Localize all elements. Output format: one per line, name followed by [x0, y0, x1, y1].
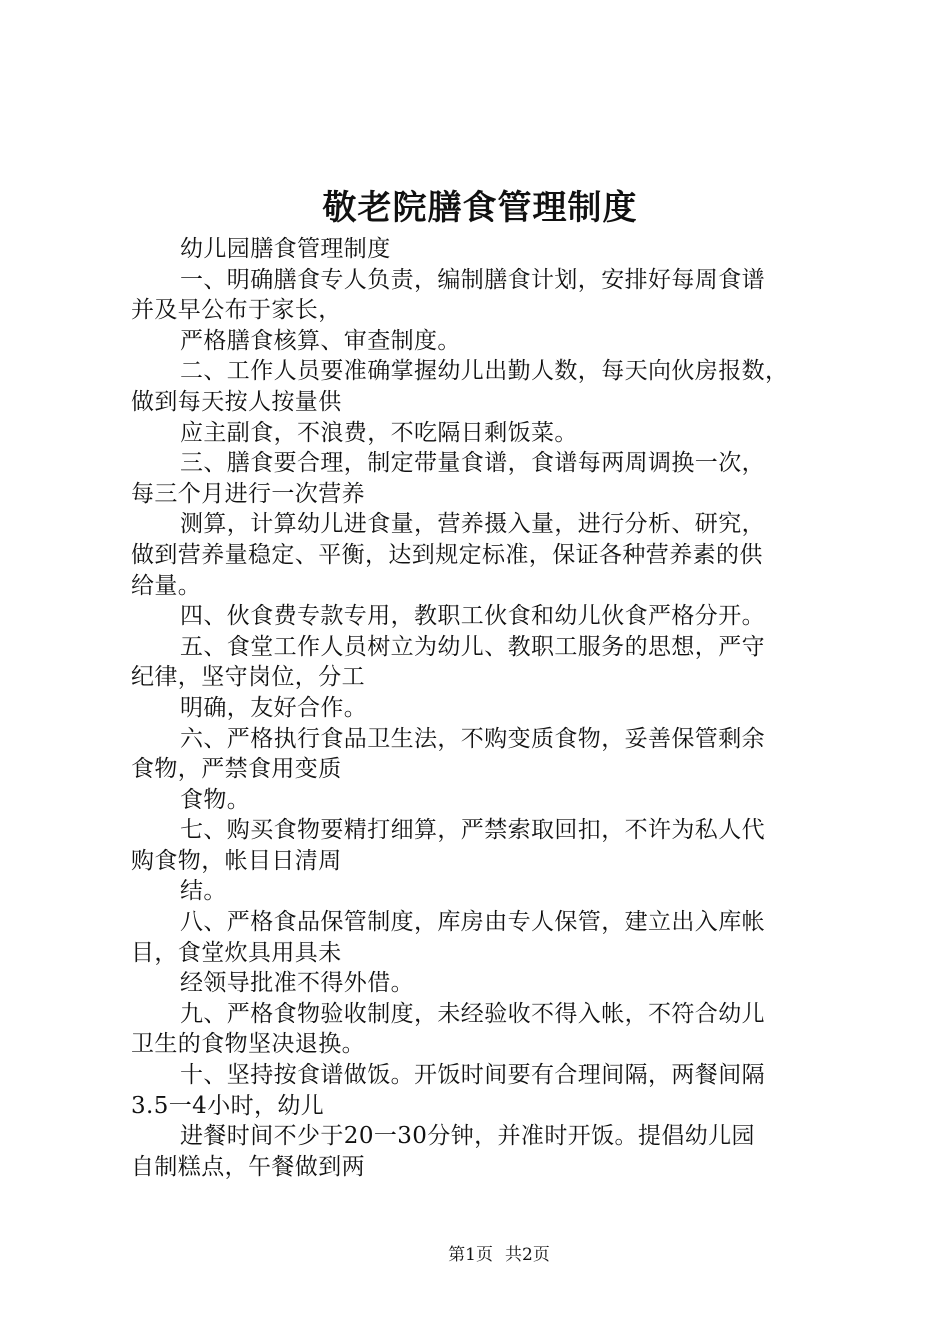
body-line: 购食物，帐目日清周: [131, 847, 342, 874]
body-line: 进餐时间不少于20一30分钟，并准时开饭。提倡幼儿园: [180, 1123, 755, 1150]
body-line: 结。: [180, 878, 227, 905]
body-line: 幼儿园膳食管理制度: [180, 236, 391, 262]
page-number: 第1页: [448, 1245, 493, 1265]
body-line: 五、食堂工作人员树立为幼儿、教职工服务的思想，严守: [180, 633, 765, 660]
body-line: 严格膳食核算、审查制度。: [180, 327, 461, 354]
body-line: 纪律，坚守岗位，分工: [131, 664, 365, 691]
body-line: 3.5一4小时，幼儿: [131, 1092, 325, 1119]
body-line: 经领导批准不得外借。: [180, 970, 414, 997]
body-line: 明确，友好合作。: [180, 694, 368, 721]
body-line: 做到营养量稳定、平衡，达到规定标准，保证各种营养素的供: [131, 541, 763, 568]
body-line: 做到每天按人按量供: [131, 388, 342, 415]
body-line: 六、严格执行食品卫生法，不购变质食物，妥善保管剩余: [180, 725, 765, 752]
body-line: 每三个月进行一次营养: [131, 480, 365, 507]
body-line: 食物，严禁食用变质: [131, 756, 342, 783]
body-line: 并及早公布于家长，: [131, 297, 342, 324]
body-line: 四、伙食费专款专用，教职工伙食和幼儿伙食严格分开。: [180, 603, 765, 630]
body-line: 九、严格食物验收制度，未经验收不得入帐，不符合幼儿: [180, 1000, 765, 1027]
document-title: 敬老院膳食管理制度: [322, 188, 638, 228]
page-footer: [0, 1243, 950, 1267]
body-line: 应主副食，不浪费，不吃隔日剩饭菜。: [180, 419, 578, 446]
body-line: 十、坚持按食谱做饭。开饭时间要有合理间隔，两餐间隔: [180, 1062, 765, 1089]
body-line: 食物。: [180, 786, 251, 813]
body-line: 七、购买食物要精打细算，严禁索取回扣，不许为私人代: [180, 817, 765, 844]
body-line: 一、明确膳食专人负责，编制膳食计划，安排好每周食谱: [180, 266, 765, 293]
body-line: 目，食堂炊具用具未: [131, 939, 342, 966]
body-line: 卫生的食物坚决退换。: [131, 1031, 365, 1058]
body-line: 测算，计算幼儿进食量，营养摄入量，进行分析、研究，: [180, 511, 765, 538]
page-total: 共2页: [505, 1245, 550, 1265]
body-line: 二、工作人员要准确掌握幼儿出勤人数，每天向伙房报数，: [180, 358, 789, 385]
document-body: [131, 234, 831, 1182]
body-line: 给量。: [131, 572, 202, 599]
body-line: 八、严格食品保管制度，库房由专人保管，建立出入库帐: [180, 909, 765, 936]
body-line: 三、膳食要合理，制定带量食谱，食谱每两周调换一次，: [180, 450, 765, 477]
body-line: 自制糕点，午餐做到两: [131, 1153, 365, 1180]
